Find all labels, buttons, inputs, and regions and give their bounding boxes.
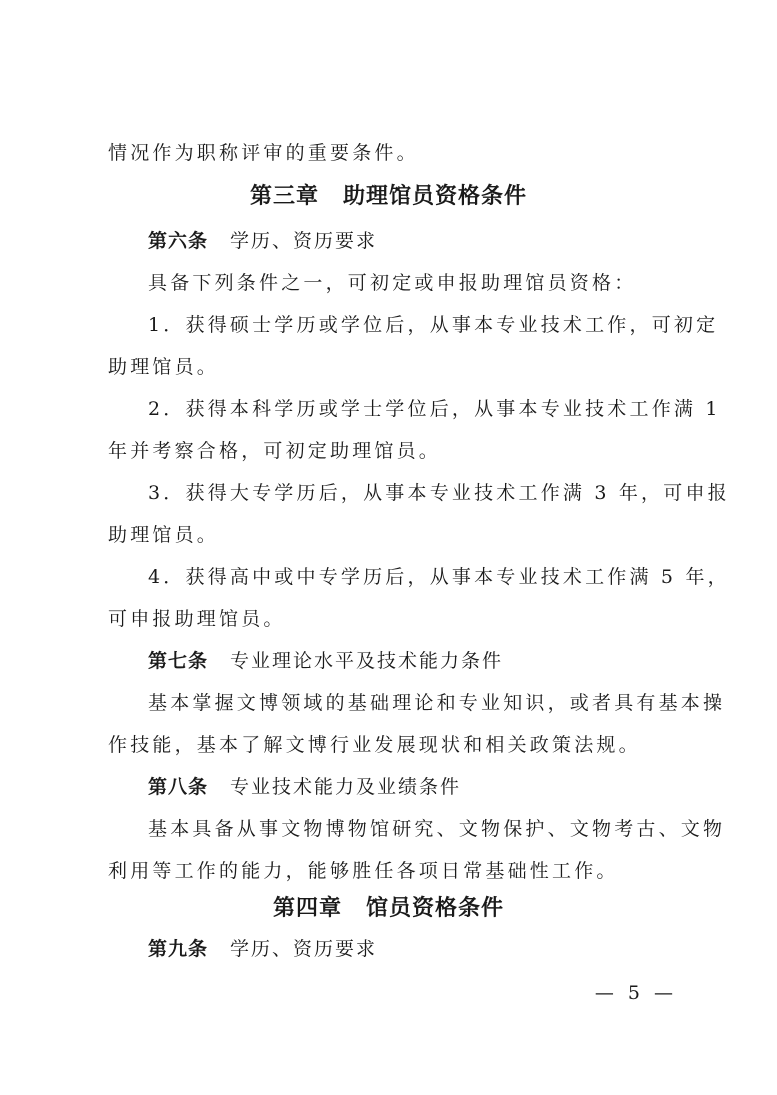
article-heading	[148, 226, 688, 256]
paragraph-line: 4．获得高中或中专学历后，从事本专业技术工作满 5 年，	[148, 566, 730, 588]
article-label: 第九条	[148, 938, 209, 960]
chapter-number: 第三章	[249, 183, 319, 209]
paragraph-line: 年并考察合格，可初定助理馆员。	[108, 440, 442, 462]
chapter-heading	[0, 180, 777, 212]
paragraph-line: 利用等工作的能力，能够胜任各项日常基础性工作。	[108, 860, 619, 882]
article-title: 专业技术能力及业绩条件	[230, 776, 462, 798]
chapter-title: 助理馆员资格条件	[343, 183, 528, 209]
article-title: 专业理论水平及技术能力条件	[230, 650, 504, 672]
page-number: — 5 —	[594, 982, 677, 1004]
paragraph-line: 可申报助理馆员。	[108, 608, 286, 630]
paragraph-line: 3．获得大专学历后，从事本专业技术工作满 3 年，可申报	[148, 482, 730, 504]
chapter-number: 第四章	[272, 895, 342, 921]
paragraph-line: 基本掌握文博领域的基础理论和专业知识，或者具有基本操	[148, 692, 726, 714]
paragraph-line: 2．获得本科学历或学士学位后，从事本专业技术工作满 1	[148, 398, 721, 420]
article-heading	[148, 934, 688, 964]
paragraph-line: 具备下列条件之一，可初定或申报助理馆员资格：	[148, 272, 637, 294]
paragraph-line: 助理馆员。	[108, 524, 220, 546]
paragraph-line: 基本具备从事文物博物馆研究、文物保护、文物考古、文物	[148, 818, 726, 840]
article-heading	[148, 772, 688, 802]
paragraph-line: 1．获得硕士学历或学位后，从事本专业技术工作，可初定	[148, 314, 719, 336]
paragraph-line: 助理馆员。	[108, 356, 220, 378]
chapter-title: 馆员资格条件	[366, 895, 505, 921]
paragraph-line: 作技能，基本了解文博行业发展现状和相关政策法规。	[108, 734, 641, 756]
article-label: 第八条	[148, 776, 209, 798]
article-label: 第六条	[148, 230, 209, 252]
article-label: 第七条	[148, 650, 209, 672]
article-title: 学历、资历要求	[230, 230, 378, 252]
paragraph-line: 情况作为职称评审的重要条件。	[108, 142, 419, 164]
article-heading	[148, 646, 688, 676]
chapter-heading	[0, 892, 777, 924]
article-title: 学历、资历要求	[230, 938, 378, 960]
